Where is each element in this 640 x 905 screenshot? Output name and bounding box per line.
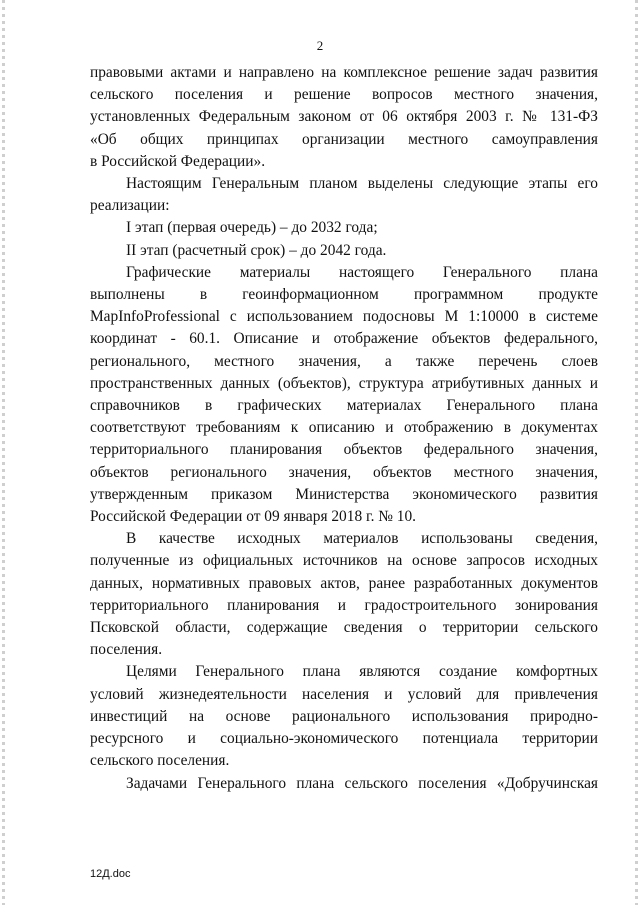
text-line: «Об общих принципах организации местного самоуправления (90, 130, 598, 148)
paragraph (90, 528, 598, 550)
paragraph (90, 62, 598, 151)
text-line: установленных Федеральным законом от 06 октября 2003 г. № 131-ФЗ (90, 108, 598, 126)
paragraph (90, 639, 598, 661)
text-line: соответствуют требованиям к описанию и отображению в документах (90, 419, 598, 437)
text-line: пространственных данных (объектов), структура атрибутивных данных и (90, 374, 598, 392)
document-body (90, 62, 598, 795)
text-line: условий жизнедеятельности населения и условий для привлечения (90, 685, 598, 703)
text-line: координат - 60.1. Описание и отображение объектов федерального, (90, 330, 598, 348)
text-line: поселения. (90, 641, 163, 659)
text-line: инвестиций на основе рационального использования природно- (90, 707, 598, 725)
paragraph (90, 506, 598, 528)
text-line: Графические материалы настоящего Генерального плана (126, 263, 598, 281)
paragraph (90, 550, 598, 639)
text-line: Задачами Генерального плана сельского поселения «Добручинская (126, 774, 598, 792)
text-line: выполнены в геоинформационном программном продукте (90, 286, 598, 304)
text-line: справочников в графических материалах Генерального плана (90, 397, 598, 415)
text-line: объектов регионального значения, объектов местного значения, (90, 463, 598, 481)
text-line: Целями Генерального плана являются создание комфортных (126, 663, 598, 681)
footer-filename: 12Д.doc (90, 868, 131, 880)
text-line: В качестве исходных материалов использованы сведения, (126, 530, 598, 548)
paragraph (90, 262, 598, 284)
paragraph (90, 284, 598, 506)
text-line: сельского поселения. (90, 752, 230, 770)
page-number: 2 (316, 38, 324, 53)
paragraph (90, 684, 598, 751)
scan-edge-right (635, 0, 638, 905)
paragraph (90, 217, 598, 239)
text-line: утвержденным приказом Министерства экономического развития (90, 485, 598, 503)
text-line: в Российской Федерации». (90, 152, 266, 170)
text-line: правовыми актами и направлено на комплексное решение задач развития (90, 64, 598, 81)
text-line: Российской Федерации от 09 января 2018 г. № 10. (90, 508, 417, 526)
text-line: территориального планирования объектов федерального значения, (90, 441, 598, 459)
paragraph (90, 661, 598, 683)
text-line: I этап (первая очередь) – до 2032 года; (126, 219, 378, 237)
text-line: реализации: (90, 197, 170, 215)
scan-edge-left (2, 0, 5, 905)
paragraph (90, 173, 598, 195)
text-line: MapInfoProfessional с использованием подосновы М 1:10000 в системе (90, 308, 598, 326)
text-line: регионального, местного значения, а также перечень слоев (90, 352, 598, 370)
paragraph (90, 750, 598, 772)
paragraph (90, 240, 598, 262)
paragraph (90, 773, 598, 795)
paragraph (90, 195, 598, 217)
text-line: II этап (расчетный срок) – до 2042 года. (126, 241, 387, 259)
paragraph (90, 151, 598, 173)
text-line: территориального планирования и градостроительного зонирования (90, 596, 598, 614)
text-line: Настоящим Генеральным планом выделены следующие этапы его (126, 175, 598, 193)
text-line: сельского поселения и решение вопросов местного значения, (90, 86, 598, 104)
text-line: данных, нормативных правовых актов, ранее разработанных документов (90, 574, 598, 592)
text-line: ресурсного и социально-экономического потенциала территории (90, 730, 598, 748)
text-line: полученные из официальных источников на основе запросов исходных (90, 552, 598, 570)
text-line: Псковской области, содержащие сведения о территории сельского (90, 619, 598, 637)
